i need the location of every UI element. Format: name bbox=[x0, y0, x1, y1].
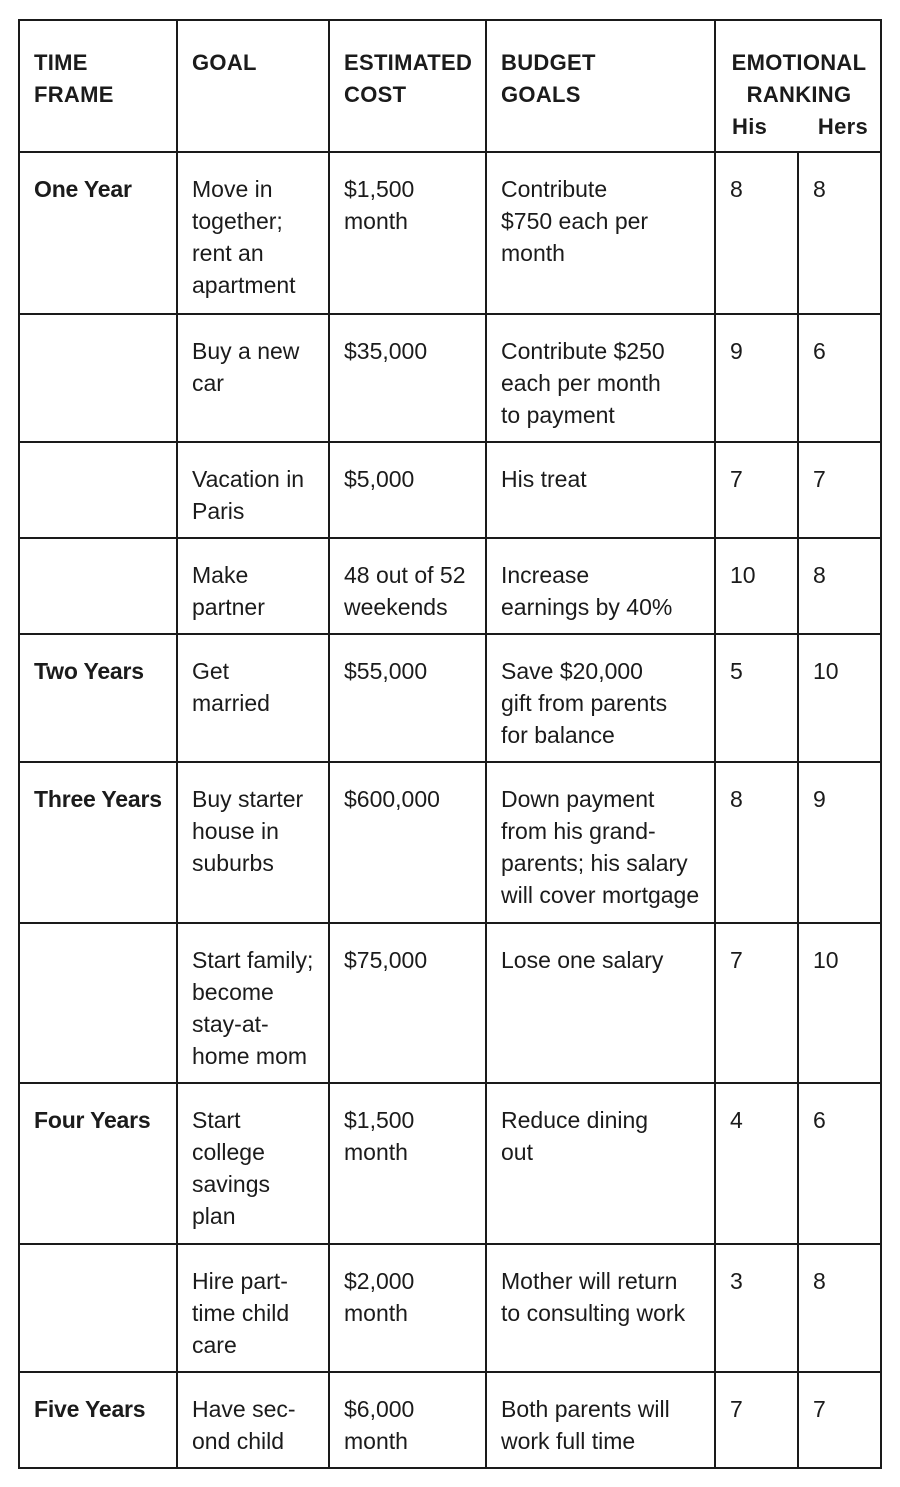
budget-text: Increase bbox=[501, 562, 590, 588]
cost-text: $5,000 bbox=[344, 466, 415, 492]
hers-ranking-cell: 6 bbox=[798, 314, 881, 442]
goal-text: married bbox=[192, 690, 270, 716]
header-text: EMOTIONAL bbox=[731, 50, 867, 75]
budget-text: His treat bbox=[501, 466, 587, 492]
budget-goals-cell bbox=[486, 442, 715, 538]
header-emotional-ranking bbox=[715, 20, 881, 152]
estimated-cost-cell bbox=[329, 634, 486, 762]
hers-ranking-cell: 8 bbox=[798, 538, 881, 634]
time-frame-cell bbox=[19, 923, 177, 1083]
cost-text: month bbox=[344, 1428, 408, 1454]
budget-text: Contribute bbox=[501, 176, 608, 202]
budget-text: out bbox=[501, 1139, 533, 1165]
his-ranking-cell: 7 bbox=[715, 1372, 798, 1468]
goal-text: Start family; bbox=[192, 947, 314, 973]
budget-text: to payment bbox=[501, 402, 615, 428]
budget-text: will cover mortgage bbox=[501, 882, 700, 908]
budget-text: parents; his salary bbox=[501, 850, 688, 876]
goal-text: Paris bbox=[192, 498, 245, 524]
header-estimated-cost bbox=[329, 20, 486, 152]
goal-text: Start bbox=[192, 1107, 241, 1133]
hers-ranking-cell: 6 bbox=[798, 1083, 881, 1244]
goal-text: time child bbox=[192, 1300, 290, 1326]
budget-goals-cell bbox=[486, 923, 715, 1083]
goal-cell bbox=[177, 1244, 329, 1372]
header-his: His bbox=[732, 114, 768, 139]
goal-text: Move in bbox=[192, 176, 273, 202]
budget-goals-cell bbox=[486, 1372, 715, 1468]
goal-text: house in bbox=[192, 818, 279, 844]
time-frame-label: Five Years bbox=[34, 1396, 146, 1422]
budget-text: earnings by 40% bbox=[501, 594, 673, 620]
table-body bbox=[19, 152, 881, 1468]
his-ranking-cell: 7 bbox=[715, 442, 798, 538]
hers-ranking-cell: 7 bbox=[798, 1372, 881, 1468]
budget-text: each per month bbox=[501, 370, 661, 396]
header-time-frame bbox=[19, 20, 177, 152]
table-row bbox=[19, 923, 881, 1083]
budget-text: Save $20,000 bbox=[501, 658, 643, 684]
hers-ranking-cell: 10 bbox=[798, 634, 881, 762]
estimated-cost-cell bbox=[329, 1083, 486, 1244]
goal-cell bbox=[177, 538, 329, 634]
header-text: FRAME bbox=[34, 82, 114, 107]
goal-text: care bbox=[192, 1332, 237, 1358]
ranking-subheaders bbox=[724, 111, 874, 143]
hers-ranking-cell: 10 bbox=[798, 923, 881, 1083]
time-frame-label: One Year bbox=[34, 176, 132, 202]
budget-goals-cell bbox=[486, 314, 715, 442]
budget-text: $750 each per bbox=[501, 208, 649, 234]
his-ranking-cell: 5 bbox=[715, 634, 798, 762]
cost-text: $1,500 bbox=[344, 176, 415, 202]
table-row bbox=[19, 442, 881, 538]
cost-text: 48 out of 52 bbox=[344, 562, 466, 588]
budget-goals-cell bbox=[486, 152, 715, 314]
cost-text: $55,000 bbox=[344, 658, 428, 684]
time-frame-label: Three Years bbox=[34, 786, 162, 812]
budget-text: from his grand- bbox=[501, 818, 656, 844]
estimated-cost-cell bbox=[329, 1372, 486, 1468]
cost-text: weekends bbox=[344, 594, 448, 620]
his-ranking-cell: 8 bbox=[715, 152, 798, 314]
cost-text: month bbox=[344, 1139, 408, 1165]
goal-text: partner bbox=[192, 594, 265, 620]
estimated-cost-cell bbox=[329, 442, 486, 538]
goal-text: plan bbox=[192, 1203, 236, 1229]
header-budget-goals bbox=[486, 20, 715, 152]
time-frame-cell bbox=[19, 634, 177, 762]
goal-cell bbox=[177, 634, 329, 762]
his-ranking-cell: 8 bbox=[715, 762, 798, 923]
financial-goals-table bbox=[18, 19, 882, 1469]
header-hers: Hers bbox=[817, 114, 869, 139]
budget-text: Down payment bbox=[501, 786, 655, 812]
header-text: GOALS bbox=[501, 82, 581, 107]
budget-text: for balance bbox=[501, 722, 615, 748]
time-frame-label: Four Years bbox=[34, 1107, 151, 1133]
budget-goals-cell bbox=[486, 1244, 715, 1372]
his-ranking-cell: 3 bbox=[715, 1244, 798, 1372]
header-goal bbox=[177, 20, 329, 152]
table-row bbox=[19, 538, 881, 634]
goal-text: Buy starter bbox=[192, 786, 304, 812]
cost-text: $75,000 bbox=[344, 947, 428, 973]
header-text: ESTIMATED bbox=[344, 50, 473, 75]
goal-cell bbox=[177, 442, 329, 538]
cost-text: $6,000 bbox=[344, 1396, 415, 1422]
goal-text: ond child bbox=[192, 1428, 285, 1454]
time-frame-cell bbox=[19, 1244, 177, 1372]
goal-cell bbox=[177, 1372, 329, 1468]
cost-text: $1,500 bbox=[344, 1107, 415, 1133]
table-row bbox=[19, 634, 881, 762]
time-frame-cell bbox=[19, 314, 177, 442]
budget-text: gift from parents bbox=[501, 690, 668, 716]
budget-goals-cell bbox=[486, 538, 715, 634]
budget-goals-cell bbox=[486, 762, 715, 923]
budget-text: to consulting work bbox=[501, 1300, 686, 1326]
his-ranking-cell: 7 bbox=[715, 923, 798, 1083]
cost-text: $35,000 bbox=[344, 338, 428, 364]
goal-text: suburbs bbox=[192, 850, 274, 876]
goal-cell bbox=[177, 152, 329, 314]
goal-text: together; bbox=[192, 208, 283, 234]
estimated-cost-cell bbox=[329, 1244, 486, 1372]
cost-text: $600,000 bbox=[344, 786, 440, 812]
goal-text: savings bbox=[192, 1171, 270, 1197]
budget-text: Mother will return bbox=[501, 1268, 678, 1294]
budget-text: Contribute $250 bbox=[501, 338, 665, 364]
header-text: RANKING bbox=[746, 82, 852, 107]
time-frame-label: Two Years bbox=[34, 658, 144, 684]
hers-ranking-cell: 8 bbox=[798, 1244, 881, 1372]
time-frame-cell bbox=[19, 1372, 177, 1468]
header-text: TIME bbox=[34, 50, 88, 75]
cost-text: month bbox=[344, 1300, 408, 1326]
goal-text: college bbox=[192, 1139, 265, 1165]
goal-text: become bbox=[192, 979, 274, 1005]
goal-text: Hire part- bbox=[192, 1268, 288, 1294]
table-row bbox=[19, 1083, 881, 1244]
goal-text: Have sec- bbox=[192, 1396, 296, 1422]
time-frame-cell bbox=[19, 442, 177, 538]
goal-cell bbox=[177, 762, 329, 923]
budget-text: Reduce dining bbox=[501, 1107, 649, 1133]
his-ranking-cell: 10 bbox=[715, 538, 798, 634]
budget-text: month bbox=[501, 240, 565, 266]
time-frame-cell bbox=[19, 762, 177, 923]
goal-text: Get bbox=[192, 658, 230, 684]
budget-goals-cell bbox=[486, 1083, 715, 1244]
goal-cell bbox=[177, 314, 329, 442]
hers-ranking-cell: 8 bbox=[798, 152, 881, 314]
hers-ranking-cell: 7 bbox=[798, 442, 881, 538]
goal-text: apartment bbox=[192, 272, 296, 298]
table-row bbox=[19, 1372, 881, 1468]
table-row bbox=[19, 1244, 881, 1372]
estimated-cost-cell bbox=[329, 314, 486, 442]
time-frame-cell bbox=[19, 538, 177, 634]
budget-text: Lose one salary bbox=[501, 947, 664, 973]
estimated-cost-cell bbox=[329, 152, 486, 314]
his-ranking-cell: 4 bbox=[715, 1083, 798, 1244]
table-row bbox=[19, 314, 881, 442]
header-row bbox=[19, 20, 881, 152]
budget-goals-cell bbox=[486, 634, 715, 762]
goal-text: rent an bbox=[192, 240, 264, 266]
goal-text: Vacation in bbox=[192, 466, 305, 492]
his-ranking-cell: 9 bbox=[715, 314, 798, 442]
header-text: BUDGET bbox=[501, 50, 596, 75]
budget-text: work full time bbox=[501, 1428, 636, 1454]
table-row bbox=[19, 762, 881, 923]
hers-ranking-cell: 9 bbox=[798, 762, 881, 923]
goal-text: home mom bbox=[192, 1043, 308, 1069]
goal-text: stay-at- bbox=[192, 1011, 269, 1037]
estimated-cost-cell bbox=[329, 762, 486, 923]
goal-text: car bbox=[192, 370, 224, 396]
budget-text: Both parents will bbox=[501, 1396, 670, 1422]
header-text: GOAL bbox=[192, 50, 257, 75]
estimated-cost-cell bbox=[329, 538, 486, 634]
goal-text: Buy a new bbox=[192, 338, 300, 364]
time-frame-cell bbox=[19, 1083, 177, 1244]
goal-cell bbox=[177, 1083, 329, 1244]
time-frame-cell bbox=[19, 152, 177, 314]
goal-text: Make bbox=[192, 562, 249, 588]
cost-text: month bbox=[344, 208, 408, 234]
cost-text: $2,000 bbox=[344, 1268, 415, 1294]
goal-cell bbox=[177, 923, 329, 1083]
document-page bbox=[18, 19, 880, 1464]
table-row bbox=[19, 152, 881, 314]
estimated-cost-cell bbox=[329, 923, 486, 1083]
header-text: COST bbox=[344, 82, 407, 107]
